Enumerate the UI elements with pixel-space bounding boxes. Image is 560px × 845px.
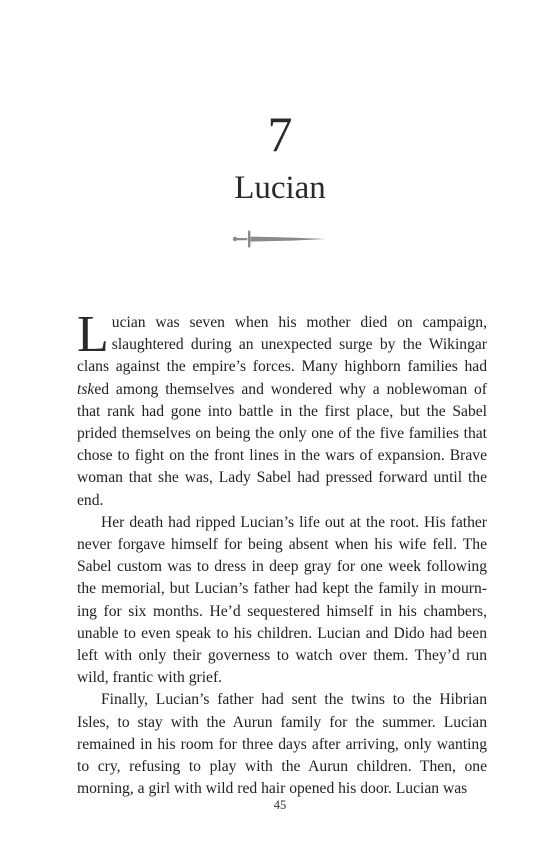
- chapter-title: Lucian: [234, 170, 326, 206]
- paragraph-1-text-a: ucian was seven when his mother died on campaign, slaughtered during an unexpected surge by the Wikingar clans against the empire’s forces. Many highborn families had: [77, 314, 487, 376]
- paragraph-3: Finally, Lucian’s father had sent the twins to the Hibrian Isles, to stay with the Aurun family for the summer. Lucian remained in his room for three days after arriving, only wanting to cry, refusing to play with the Aurun children. Then, one morning, a girl with wild red hair opened his door. Lucian was: [77, 691, 487, 798]
- paragraph-2: Her death had ripped Lucian’s life out at the root. His father never forgave himself for being absent when his wife fell. The Sabel custom was to dress in deep gray for one week following the memorial, but Lucian’s father had kept the family in mourning for six months. He’d sequestered himself in his chambers, unable to even speak to his children. Lucian and Dido had been left with only their governess to watch over them. They’d run wild, frantic with grief.: [77, 513, 487, 687]
- paragraph-1: [77, 306, 487, 512]
- sword-divider-icon: [232, 228, 328, 250]
- page-number: 45: [273, 798, 287, 812]
- drop-cap: L: [77, 306, 109, 363]
- chapter-number: 7: [267, 106, 293, 162]
- paragraph-1-text-b: ed among themselves and wondered why a noblewoman of that rank had gone into battle in the first place, but the Sabel prided themselves on being the only one of the five families that chose to fight on the front lines in the wars of expansion. Brave woman that she was, Lady Sabel had pressed forward until the end.: [77, 380, 487, 509]
- chapter-body: [77, 306, 487, 800]
- emphasis-tsk: tsk: [77, 380, 95, 398]
